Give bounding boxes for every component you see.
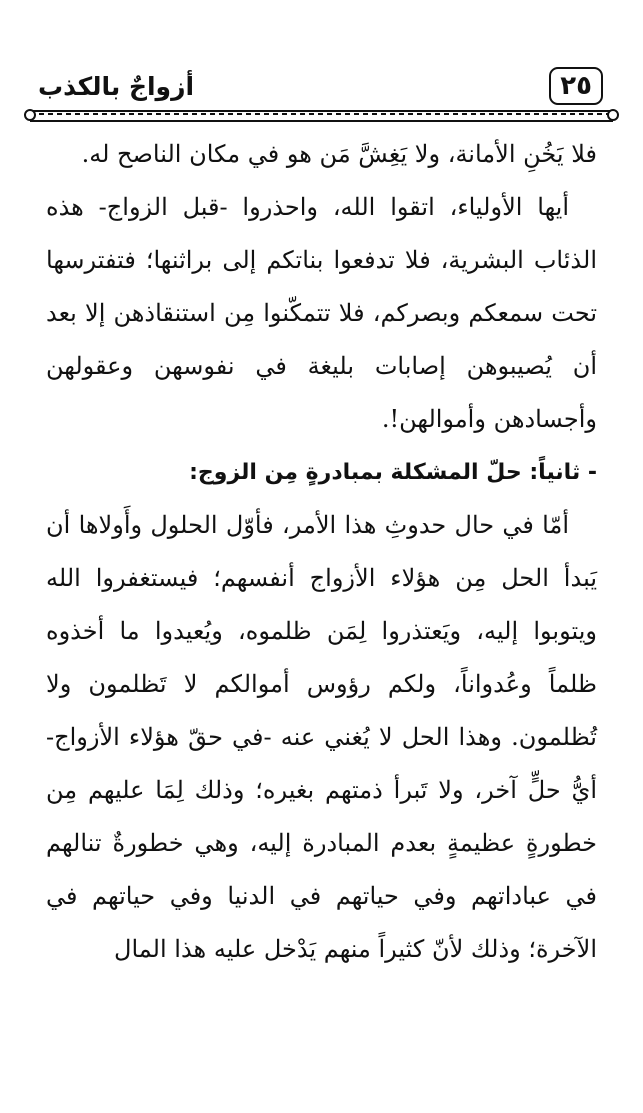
paragraph-3: أمّا في حال حدوثِ هذا الأمر، فأوّل الحلول وأَولاها أن يَبدأ الحل مِن هؤلاء الأزواج أنفسهم؛ فيستغفروا الله ويتوبوا إليه، ويَعتذروا لِمَن ظلموه، ويُعيدوا ما أخذوه ظلماً وعُدواناً، ولكم رؤوس أموالكم لا تَظلمون ولا تُظلمون. وهذا الحل لا يُغني عنه -في حقّ هؤلاء الأزواج- أيُّ حلٍّ آخر، ولا تَبرأ ذمتهم بغيره؛ وذلك لِمَا عليهم مِن خطورةٍ عظيمةٍ بعدم المبادرة إليه، وهي خطورةٌ تنالهم في عباداتهم وفي حياتهم في الدنيا وفي حياتهم في الآخرة؛ وذلك لأنّ كثيراً منهم يَدْخل عليه هذا المال: [46, 511, 597, 963]
paragraph-1: فلا يَخُنِ الأمانة، ولا يَغِشَّ مَن هو في مكان الناصح له.: [81, 140, 597, 168]
section-heading: - ثانياً: حلّ المشكلة بمبادرةٍ مِن الزوج:: [189, 460, 597, 485]
page-number: ٢٥: [549, 67, 603, 105]
running-title: أزواجٌ بالكذب: [38, 71, 195, 101]
header-rule: [30, 110, 613, 122]
paragraph-2: أيها الأولياء، اتقوا الله، واحذروا -قبل الزواج- هذه الذئاب البشرية، فلا تدفعوا بناتكم إلى براثنها؛ فتفترسها تحت سمعكم وبصركم، فلا تتمكّنوا مِن استنقاذهن إلا بعد أن يُصيبوهن إصابات بليغة في نفوسهن وعقولهن وأجسادهن وأموالهن!.: [46, 193, 597, 433]
page-header: [38, 64, 603, 108]
body-text: [46, 128, 597, 976]
